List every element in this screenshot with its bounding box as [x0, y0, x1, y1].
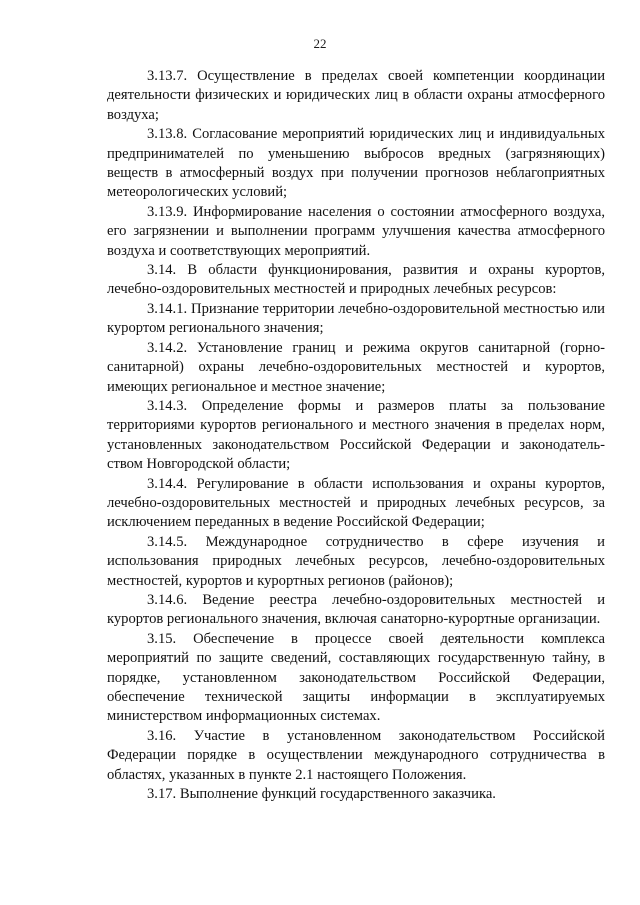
paragraph-3-14-6: 3.14.6. Ведение реестра лечебно-оздоровительных местностей и курортов регионального значения, включая санаторно-курортные организации. [107, 591, 605, 628]
paragraph-3-13-7: 3.13.7. Осуществление в пределах своей компетенции координации деятельности физических и юридических лиц в области охраны атмосферного воздуха; [107, 68, 605, 123]
paragraph-3-14-5: 3.14.5. Международное сотрудничество в сфере изучения и использования природных лечебных ресурсов, лечебно-оздоровительных местностей, курортов и курортных регионов (районов); [107, 533, 605, 589]
page-number: 22 [313, 36, 327, 51]
paragraph-3-14-2: 3.14.2. Установление границ и режима округов санитарной (горно-санитарной) охраны лечебно-оздоровительных местностей и курортов, имеющих региональное и местное значение; [107, 339, 605, 395]
paragraph-3-14-4: 3.14.4. Регулирование в области использования и охраны курортов, лечебно-оздоровительных местностей и природных лечебных ресурсов, за исключением переданных в ведение Российской Федерации; [107, 475, 605, 531]
paragraph-3-13-8: 3.13.8. Согласование мероприятий юридических лиц и индивидуальных предпринимателей по уменьшению выбросов вредных (загрязняющих) веществ в атмосферный воздух при получении прогнозов неблагоприятных метеорологических условий; [107, 126, 605, 201]
paragraph-3-16: 3.16. Участие в установленном законодательством Российской Федерации порядке в осуществлении международного сотрудничества в областях, указанных в пункте 2.1 настоящего Положения. [107, 727, 605, 783]
paragraph-3-14-3: 3.14.3. Определение формы и размеров платы за пользование территориями курортов регионального и местного значения в пределах норм, установленных законодательством Российской Федерации и законодатель-ством Новгородской области; [107, 397, 605, 473]
paragraph-3-14: 3.14. В области функционирования, развития и охраны курортов, лечебно-оздоровительных местностей и природных лечебных ресурсов: [107, 262, 605, 298]
paragraph-3-14-1: 3.14.1. Признание территории лечебно-оздоровительной местностью или курортом регионального значения; [107, 300, 605, 337]
paragraph-3-15: 3.15. Обеспечение в процессе своей деятельности комплекса мероприятий по защите сведений, составляющих государственную тайну, в порядке, установленном законодательством Российской Федерации, обеспечение технической защиты информации в эксплуатируемых министерством информационных системах. [107, 630, 605, 725]
paragraph-3-17: 3.17. Выполнение функций государственного заказчика. [147, 786, 496, 803]
paragraph-3-13-9: 3.13.9. Информирование населения о состоянии атмосферного воздуха, его загрязнении и выполнении программ улучшения качества атмосферного воздуха и соответствующих мероприятий. [107, 203, 605, 259]
document-body [107, 67, 605, 804]
